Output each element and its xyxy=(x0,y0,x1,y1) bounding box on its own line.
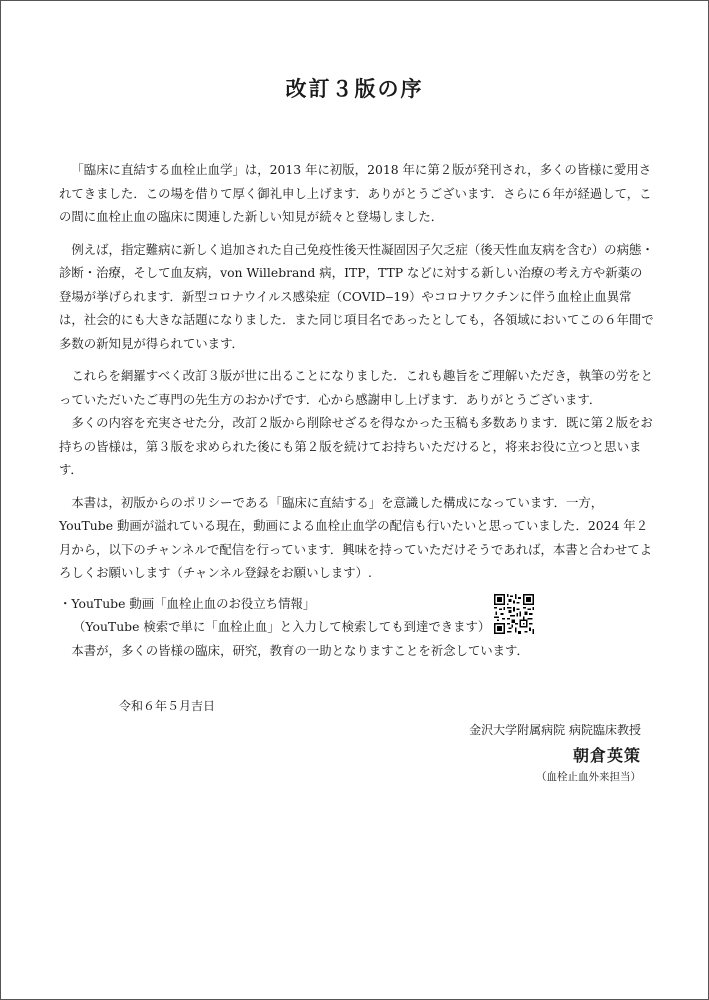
author-role: （血栓止血外来担当） xyxy=(536,771,641,783)
paragraph-5: 本書は，初版からのポリシーである「臨床に直結する」を意識した構成になっています．一方，YouTube 動画が溢れている現在，動画による血栓止血学の配信も行いたいと思っていました．2024 年２月から，以下のチャンネルで配信を行っています．興味を持っていただけそうであれば，本書と合わせてよろしくお願いします（チャンネル登録をお願いします）. xyxy=(59,494,653,580)
youtube-channel-info xyxy=(59,592,654,639)
closing-paragraph: 本書が，多くの皆様の臨床，研究，教育の一助となりますことを祈念しています． xyxy=(71,642,529,658)
paragraph-2: 例えば，指定難病に新しく追加された自己免疫性後天性凝固因子欠乏症（後天性血友病を含む）の病態・診断・治療，そして血友病，von Willebrand 病，ITP，TTP などに対する新しい治療の考え方や新薬の登場が挙げられます．新型コロナウイルス感染症（COVID‒19）やコロナワクチンに伴う血栓止血異常は，社会的にも大きな話題になりました．また同じ項目名であったとしても，各領域においてこの６年間で多数の新知見が得られています． xyxy=(59,241,654,351)
paragraph-3: これらを網羅すべく改訂３版が世に出ることになりました．これも趣旨をご理解いただき，執筆の労をとっていただいたご専門の先生方のおかげです．心から感謝申し上げます．ありがとうございます． xyxy=(59,368,654,407)
page-title: 改訂３版の序 xyxy=(285,76,424,101)
author-affiliation: 金沢大学附属病院 病院臨床教授 xyxy=(469,723,641,737)
paragraph-4: 多くの内容を充実させた分，改訂２版から削除せざるを得なかった玉稿も多数あります．既に第２版をお持ちの皆様は，第３版を求められた後にも第２版を続けてお持ちいただけると，将来お役に立つと思います． xyxy=(59,415,653,477)
date-text: 令和６年５月吉日 xyxy=(119,699,216,713)
paragraph-1: 「臨床に直結する血栓止血学」は，2013 年に初版，2018 年に第２版が発刊され，多くの皆様に愛用されてきました．この場を借りて厚く御礼申し上げます．ありがとうございます．さらに６年が経過して，この間に血栓止血の臨床に関連した新しい知見が続々と登場しました． xyxy=(59,162,652,224)
author-name: 朝倉英策 xyxy=(572,746,641,765)
youtube-search-hint: （YouTube 検索で単に「血栓止血」と入力して検索しても到達できます） xyxy=(73,619,491,634)
youtube-channel-line: ・YouTube 動画「血栓止血のお役立ち情報」 xyxy=(59,595,316,611)
qr-code-icon[interactable] xyxy=(494,594,534,634)
preface-body xyxy=(59,158,654,662)
